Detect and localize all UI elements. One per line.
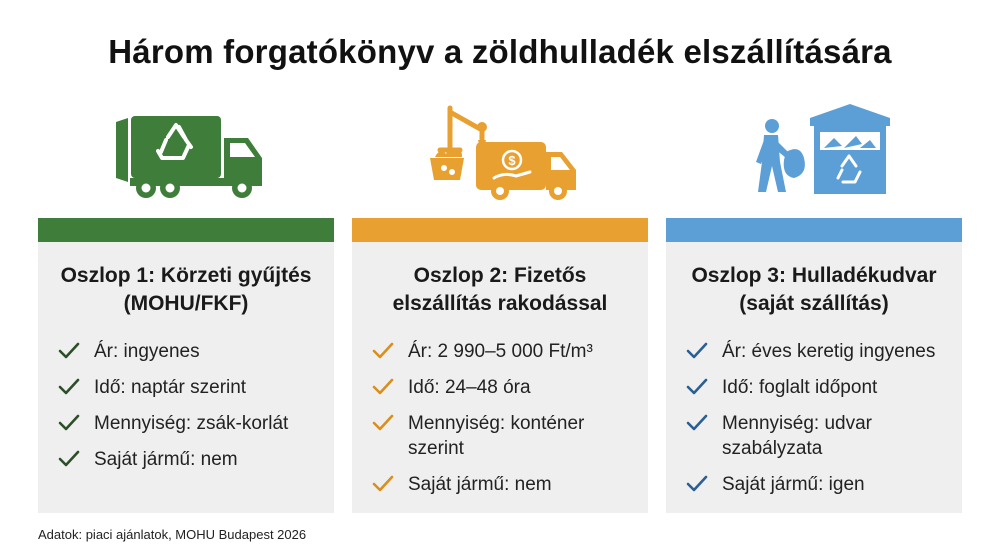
list-item-text: Idő: naptár szerint (94, 377, 247, 398)
column-color-bar (352, 218, 648, 242)
checkmark-icon (58, 378, 80, 396)
checkmark-icon (58, 414, 80, 432)
checkmark-icon (372, 414, 394, 432)
list-item (58, 375, 328, 400)
feature-list (686, 339, 956, 508)
checkmark-icon (372, 378, 394, 396)
list-item-text: Ár: éves keretig ingyenes (722, 341, 936, 362)
list-item-text: Ár: 2 990–5 000 Ft/m³ (408, 341, 593, 362)
column-card (352, 242, 648, 513)
column-title-line2: elszállítás rakodással (392, 292, 608, 315)
column-3 (666, 0, 962, 558)
list-item-text: Saját jármű: nem (94, 449, 238, 470)
source-note: Adatok: piaci ajánlatok, MOHU Budapest 2026 (38, 527, 307, 542)
list-item-text: Idő: 24–48 óra (408, 377, 531, 398)
column-title (352, 262, 648, 318)
list-item-text: Mennyiség: konténer szerint (408, 413, 585, 459)
checkmark-icon (58, 342, 80, 360)
list-item (686, 375, 956, 400)
list-item-text: Saját jármű: igen (722, 474, 865, 495)
checkmark-icon (686, 414, 708, 432)
feature-list (372, 339, 642, 508)
checkmark-icon (372, 342, 394, 360)
list-item (372, 339, 642, 364)
page-title: Három forgatókönyv a zöldhulladék elszállítására (108, 33, 892, 70)
column-title-line2: (MOHU/FKF) (123, 292, 249, 315)
column-title-line1: Oszlop 3: Hulladékudvar (691, 264, 937, 287)
list-item-text: Ár: ingyenes (94, 341, 200, 362)
column-2 (352, 0, 648, 558)
list-item-text: Idő: foglalt időpont (722, 377, 878, 398)
column-title (666, 262, 962, 318)
list-item-text: Mennyiség: udvar szabályzata (722, 413, 872, 459)
column-card (38, 242, 334, 513)
checkmark-icon (686, 342, 708, 360)
checkmark-icon (58, 450, 80, 468)
checkmark-icon (686, 475, 708, 493)
waste-yard-icon (666, 100, 962, 200)
feature-list (58, 339, 328, 483)
list-item (686, 339, 956, 364)
recycling-truck-icon (38, 100, 334, 200)
list-item (686, 472, 956, 497)
crane-truck-icon (352, 100, 648, 200)
list-item (58, 411, 328, 436)
list-item (58, 339, 328, 364)
checkmark-icon (686, 378, 708, 396)
column-color-bar (666, 218, 962, 242)
column-card (666, 242, 962, 513)
list-item (686, 411, 956, 461)
column-1 (38, 0, 334, 558)
list-item (58, 447, 328, 472)
list-item (372, 472, 642, 497)
list-item (372, 411, 642, 461)
list-item-text: Mennyiség: zsák-korlát (94, 413, 289, 434)
checkmark-icon (372, 475, 394, 493)
list-item-text: Saját jármű: nem (408, 474, 552, 495)
column-color-bar (38, 218, 334, 242)
svg-text:$: $ (508, 153, 516, 168)
column-title-line2: (saját szállítás) (739, 292, 889, 315)
column-title (38, 262, 334, 318)
list-item (372, 375, 642, 400)
column-title-line1: Oszlop 1: Körzeti gyűjtés (60, 264, 312, 287)
column-title-line1: Oszlop 2: Fizetős (413, 264, 587, 287)
